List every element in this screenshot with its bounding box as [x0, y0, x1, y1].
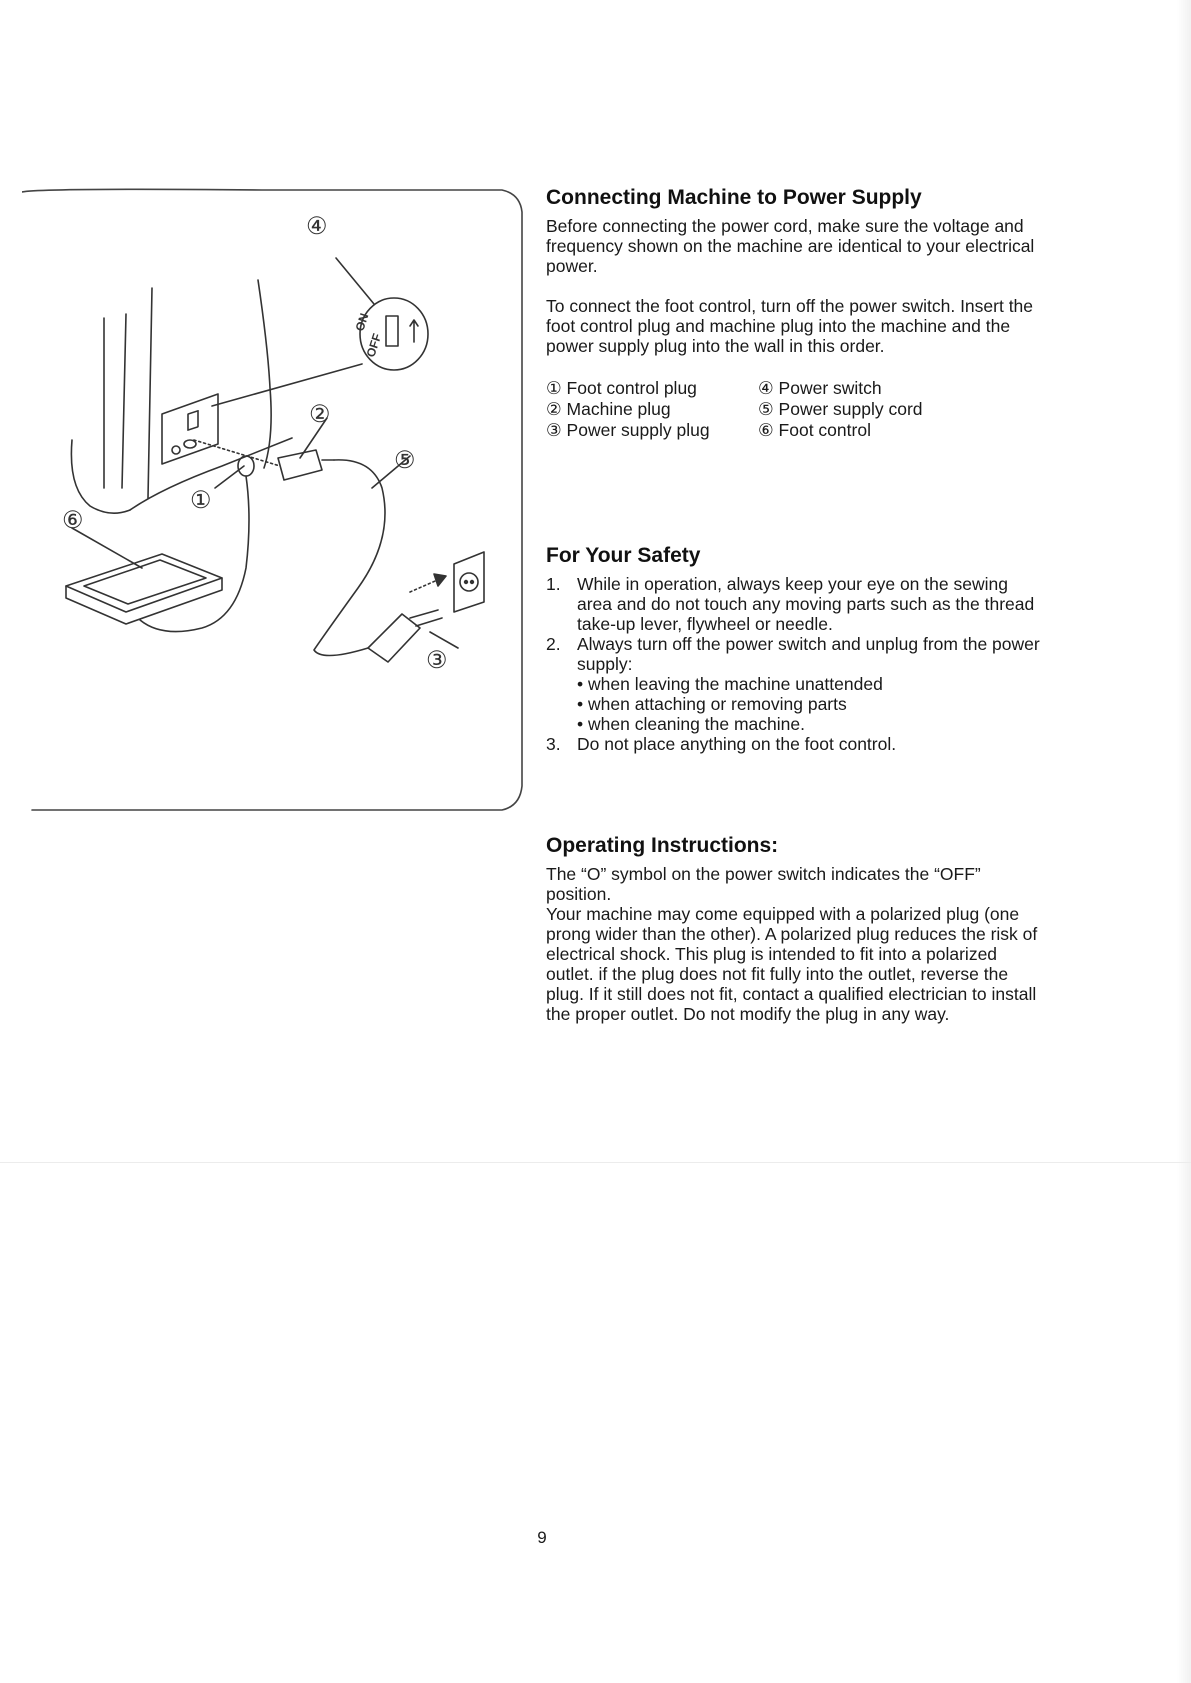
callout-6: ⑥ [62, 506, 84, 534]
part-item: ① Foot control plug [546, 378, 697, 398]
connecting-paragraph-2: To connect the foot control, turn off the power switch. Insert the foot control plug and machine plug into the machine and the power supply plug into the wall in this order. [546, 296, 1034, 356]
list-text: Do not place anything on the foot control. [577, 734, 897, 754]
power-connection-illustration [22, 188, 526, 816]
operating-section [546, 834, 1046, 1024]
bullet-item: • when attaching or removing parts [577, 694, 1046, 714]
safety-list [546, 574, 1046, 754]
list-item [546, 634, 1046, 734]
connecting-paragraph-1: Before connecting the power cord, make sure the voltage and frequency shown on the machine are identical to your electrical power. [546, 216, 1035, 276]
callout-3: ③ [426, 646, 448, 674]
safety-title: For Your Safety [546, 544, 701, 567]
part-item: ⑤ Power supply cord [758, 399, 923, 419]
part-item: ⑥ Foot control [758, 420, 871, 440]
list-item [546, 574, 1046, 634]
list-number: 1. [546, 574, 561, 594]
bullet-list [577, 674, 1046, 734]
callout-1: ① [190, 486, 212, 514]
switch-on-label: ON [352, 311, 372, 333]
operating-title: Operating Instructions: [546, 834, 779, 857]
scan-edge-shadow [1177, 0, 1191, 1683]
parts-list [546, 378, 1046, 440]
bullet-item: • when leaving the machine unattended [577, 674, 1046, 694]
part-item: ③ Power supply plug [546, 420, 710, 440]
operating-paragraph-2: Your machine may come equipped with a polarized plug (one prong wider than the other). A polarized plug reduces the risk of electrical shock. This plug is intended to fit into a polarized outlet. if the plug does not fit fully into the outlet, reverse the plug. If it still does not fit, contact a qualified electrician to install the proper outlet. Do not modify the plug in any way. [546, 904, 1038, 1024]
callout-4: ④ [306, 212, 328, 240]
connecting-title: Connecting Machine to Power Supply [546, 186, 922, 209]
list-text: While in operation, always keep your eye on the sewing area and do not touch any moving parts such as the thread take-up lever, flywheel or needle. [577, 574, 1035, 634]
list-text: Always turn off the power switch and unplug from the power supply: [577, 634, 1040, 674]
connecting-section [546, 186, 1046, 440]
switch-off-label: OFF [363, 331, 385, 359]
part-item: ④ Power switch [758, 378, 882, 398]
part-item: ② Machine plug [546, 399, 671, 419]
power-connection-diagram [22, 188, 526, 816]
list-item [546, 734, 1046, 754]
callout-5: ⑤ [394, 446, 416, 474]
operating-paragraph-1: The “O” symbol on the power switch indicates the “OFF” position. [546, 864, 981, 904]
callout-2: ② [309, 400, 331, 428]
list-number: 2. [546, 634, 561, 654]
safety-section [546, 544, 1046, 754]
list-number: 3. [546, 734, 561, 754]
bullet-item: • when cleaning the machine. [577, 714, 1046, 734]
page-number: 9 [537, 1528, 547, 1547]
faint-divider [0, 1162, 1191, 1163]
